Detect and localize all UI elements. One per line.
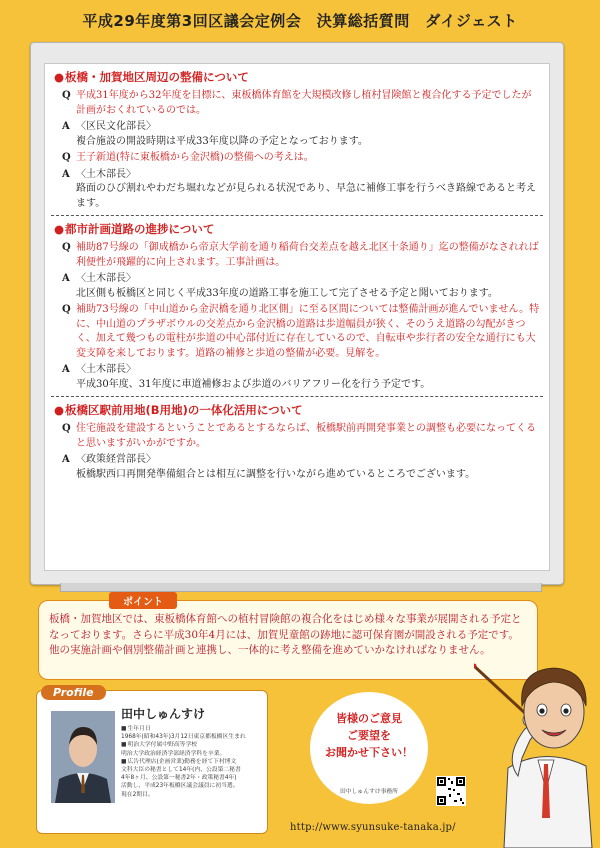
section-title: ● 板橋・加賀地区周辺の整備について bbox=[54, 64, 540, 87]
bio-line: 1968年(昭和43年)3月12日東京都板橋区生まれ bbox=[121, 734, 246, 741]
qa-mark: Q bbox=[62, 90, 71, 101]
answerer: 〈政策経営部長〉 bbox=[76, 454, 156, 465]
whiteboard-tray bbox=[60, 583, 542, 592]
contact-message: 皆様のご意見 ご要望を お聞かせ下さい！ bbox=[325, 712, 413, 759]
whiteboard bbox=[30, 42, 564, 585]
contact-bubble bbox=[310, 692, 428, 804]
bio-line: 文科大臣の秘書として14年(内、公設第二秘書 bbox=[121, 767, 241, 774]
profile-label: Profile bbox=[41, 685, 106, 700]
profile-box bbox=[36, 686, 268, 834]
answerer: 〈土木部長〉 bbox=[76, 168, 136, 180]
qa-mark: A bbox=[62, 168, 70, 180]
answer-item bbox=[54, 168, 540, 212]
qa-line: 路面のひび割れやわだち堀れなどが見られる状況であり、早急に補修工事を行うべき路線であると考えます。 bbox=[76, 183, 536, 209]
point-label: ポイント bbox=[109, 592, 177, 609]
qa-text bbox=[76, 168, 540, 212]
mascot-character bbox=[474, 618, 600, 848]
question-item bbox=[54, 303, 540, 361]
qa-panel bbox=[44, 63, 550, 571]
qa-section bbox=[54, 397, 540, 482]
bio-line: 現在2期目。 bbox=[121, 791, 154, 798]
qa-line: 王子新道(特に東板橋から金沢橋)の整備への考えは。 bbox=[76, 152, 314, 163]
qa-line: 住宅施設を建設するということであるとするならば、板橋駅前再開発事業との調整も必要になってくると思いますがいかがですか。 bbox=[76, 423, 536, 449]
qa-mark: A bbox=[62, 364, 70, 375]
qa-text bbox=[76, 303, 540, 361]
qa-line: 板橋駅西口再開発準備組合とは相互に調整を行いながら進めているところでございます。 bbox=[76, 468, 476, 480]
bio-line: 明治大学政治経済学部経済学科を卒業。 bbox=[121, 750, 226, 757]
profile-name: 田中しゅんすけ bbox=[121, 707, 206, 721]
bio-line: 活動し、平成23年板橋区議会議員に初当選。 bbox=[121, 783, 239, 790]
answerer: 〈土木部長〉 bbox=[76, 273, 136, 284]
qa-mark: Q bbox=[62, 242, 71, 253]
bio-line: ■ 明治大学付属中野高等学校 bbox=[121, 741, 263, 749]
answer-item bbox=[54, 453, 540, 482]
website-link[interactable]: http://www.syunsuke-tanaka.jp/ bbox=[290, 822, 456, 833]
qa-mark: Q bbox=[62, 152, 71, 163]
answerer: 〈土木部長〉 bbox=[76, 364, 136, 375]
question-item bbox=[54, 89, 540, 118]
portrait-photo bbox=[51, 711, 115, 803]
bio-line: 4年8ヶ月、公設第一秘書2年・政策秘書4年) bbox=[121, 775, 237, 782]
question-item bbox=[54, 422, 540, 451]
qa-text bbox=[76, 422, 540, 451]
point-box bbox=[38, 597, 538, 680]
profile-bio bbox=[121, 725, 263, 799]
qa-text bbox=[76, 89, 540, 118]
qa-text bbox=[76, 363, 540, 392]
qa-line: 複合施設の開設時期は平成33年度以降の予定となっております。 bbox=[76, 135, 368, 147]
qa-line: 平成31年度から32年度を目標に、東板橋体育館を大規模改修し植村冒険館と複合化する予定でしたが計画がおくれているのでは。 bbox=[76, 90, 532, 116]
office-name: 田中しゅんすけ事務所 bbox=[340, 789, 398, 795]
section-title: ● 板橋区駅前用地(B用地)の一体化活用について bbox=[54, 397, 540, 420]
qa-text bbox=[76, 241, 540, 270]
question-item bbox=[54, 241, 540, 270]
point-text: 板橋・加賀地区では、東板橋体育館への植村冒険館の複合化をはじめ様々な事業が展開される予定となっております。さらに平成30年4月には、加賀児童館の跡地に認可保育園が開設される予定です。他の実施計画や個別整備計画と連携し、一体的に考え整備を進めていかなければなりません。 bbox=[49, 613, 522, 656]
qa-line: 北区側も板橋区と同じく平成33年度の道路工事を施工して完了させる予定と聞いております。 bbox=[76, 287, 498, 299]
qa-line: 補助73号線の「中山道から金沢橋を通り北区側」に至る区間については整備計画が進んでいません。特に、中山道のプラザボウルの交差点から金沢橋の道路は歩道幅員が狭く、そのうえ道路の勾配がきつく、加えて幾つもの電柱が歩道の中心部付近に存在しているので、自転車や歩行者の安全な通行にも大変支障を来しております。道路の補修と歩道の整備が必要。見解を。 bbox=[76, 304, 540, 359]
qa-section bbox=[54, 216, 540, 392]
section-title: ● 都市計画道路の進捗について bbox=[54, 216, 540, 239]
qa-text bbox=[76, 151, 540, 166]
qa-line: 平成30年度、31年度に車道補修および歩道のバリアフリー化を行う予定です。 bbox=[76, 378, 431, 390]
qa-text bbox=[76, 272, 540, 301]
qa-line: 補助87号線の「御成橋から帝京大学前を通り稲荷台交差点を越え北区十条通り」迄の整備がなされれば利便性が飛躍的に向上されます。工事計画は。 bbox=[76, 242, 539, 268]
answerer: 〈区民文化部長〉 bbox=[76, 121, 156, 132]
bio-line: ■ 広告代理店(企画営業)勤務を経て下村博文 bbox=[121, 758, 263, 766]
answer-item bbox=[54, 120, 540, 149]
qa-mark: A bbox=[62, 273, 70, 284]
qr-code-icon[interactable] bbox=[436, 776, 466, 806]
qa-mark: Q bbox=[62, 304, 71, 315]
qa-mark: A bbox=[62, 121, 70, 132]
qa-section bbox=[54, 64, 540, 211]
answer-item bbox=[54, 363, 540, 392]
bio-line: ■ 生年月日 bbox=[121, 725, 263, 733]
qa-mark: A bbox=[62, 454, 70, 465]
qa-text bbox=[76, 453, 540, 482]
question-item bbox=[54, 151, 540, 166]
qa-text bbox=[76, 120, 540, 149]
qa-mark: Q bbox=[62, 423, 71, 434]
answer-item bbox=[54, 272, 540, 301]
page-title: 平成29年度第3回区議会定例会 決算総括質問 ダイジェスト bbox=[82, 11, 518, 30]
